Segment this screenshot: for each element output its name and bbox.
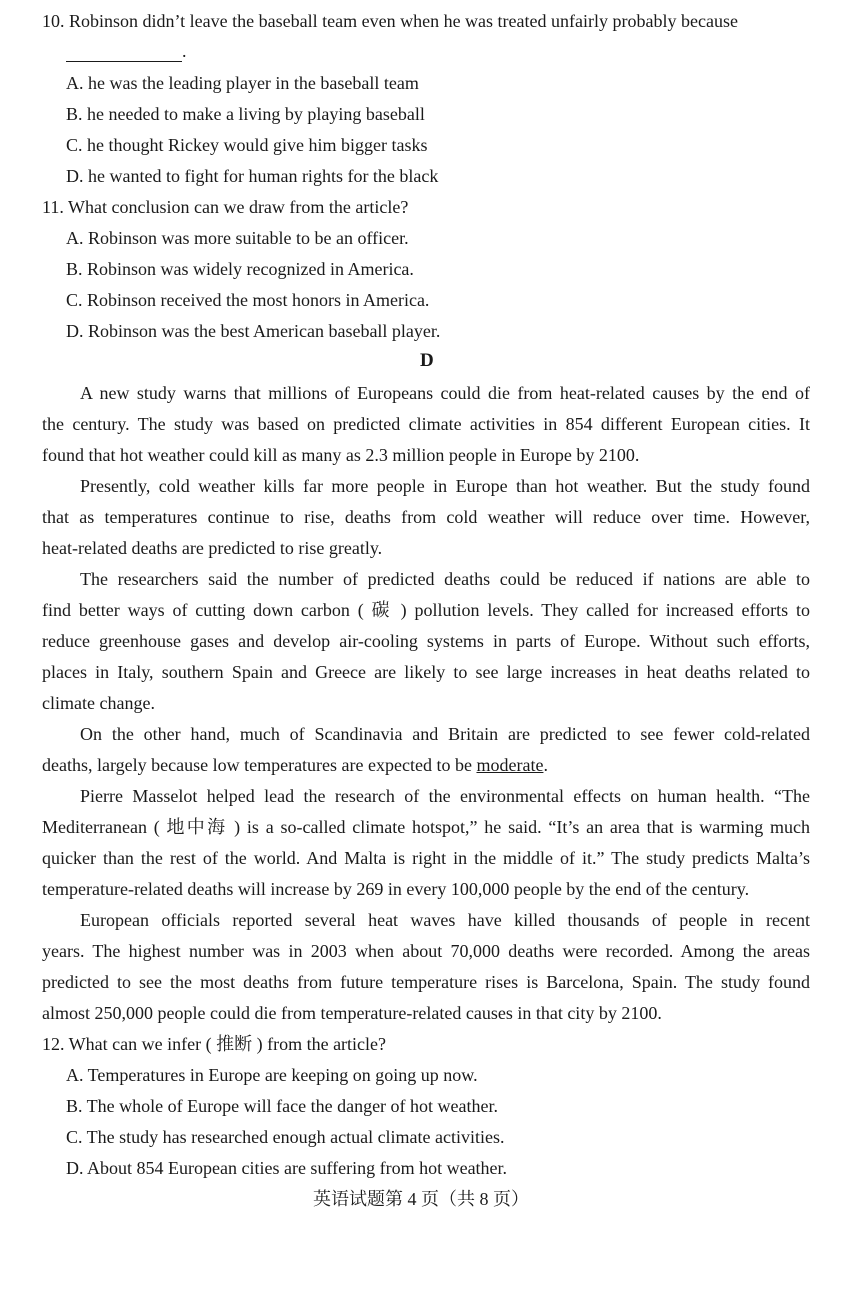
q12-option-c: C. The study has researched enough actual climate activities. <box>66 1127 505 1147</box>
passage-p3-line5: climate change. <box>42 693 155 713</box>
passage-p1-line3: found that hot weather could kill as many as 2.3 million people in Europe by 2100. <box>42 445 640 465</box>
passage-p4-line2-text: deaths, largely because low temperatures are expected to be <box>42 755 477 775</box>
q11-option-d: D. Robinson was the best American baseball player. <box>66 321 441 341</box>
q12-stem: 12. What can we infer ( 推断 ) from the article? <box>42 1034 387 1054</box>
q11-option-c: C. Robinson received the most honors in America. <box>66 290 430 310</box>
passage-p4-line1: On the other hand, much of Scandinavia and Britain are predicted to see fewer cold-related <box>80 724 810 744</box>
passage-p2-line3: heat-related deaths are predicted to rise greatly. <box>42 538 383 558</box>
q12-option-a: A. Temperatures in Europe are keeping on going up now. <box>66 1065 478 1085</box>
passage-p5-line4: temperature-related deaths will increase by 269 in every 100,000 people by the end of the century. <box>42 879 750 899</box>
passage-p3-line3: reduce greenhouse gases and develop air-cooling systems in parts of Europe. Without such efforts, <box>42 631 810 651</box>
q11-stem: 11. What conclusion can we draw from the article? <box>42 197 409 217</box>
passage-p2-line1: Presently, cold weather kills far more people in Europe than hot weather. But the study found <box>80 476 810 496</box>
passage-p6-line2: years. The highest number was in 2003 when about 70,000 deaths were recorded. Among the areas <box>42 941 810 961</box>
q12-option-b: B. The whole of Europe will face the danger of hot weather. <box>66 1096 499 1116</box>
q10-option-a: A. he was the leading player in the baseball team <box>66 73 419 93</box>
q12-option-d: D. About 854 European cities are suffering from hot weather. <box>66 1158 508 1178</box>
passage-p3-line1: The researchers said the number of predicted deaths could be reduced if nations are able to <box>80 569 810 589</box>
q10-option-c: C. he thought Rickey would give him bigger tasks <box>66 135 428 155</box>
passage-p2-line2: that as temperatures continue to rise, deaths from cold weather will reduce over time. However, <box>42 507 810 527</box>
q11-option-a: A. Robinson was more suitable to be an officer. <box>66 228 409 248</box>
q10-answer-blank <box>66 40 187 62</box>
passage-p3-line4: places in Italy, southern Spain and Greece are likely to see large increases in heat deaths related to <box>42 662 810 682</box>
passage-p4-line2 <box>42 754 548 776</box>
answer-blank-line <box>66 60 182 62</box>
passage-p6-line4: almost 250,000 people could die from temperature-related causes in that city by 2100. <box>42 1003 662 1023</box>
q10-option-b: B. he needed to make a living by playing baseball <box>66 104 425 124</box>
passage-p5-line1: Pierre Masselot helped lead the research of the environmental effects on human health. “The <box>80 786 810 806</box>
underlined-word: moderate <box>476 755 544 775</box>
q11-option-b: B. Robinson was widely recognized in America. <box>66 259 414 279</box>
passage-p5-line3: quicker than the rest of the world. And Malta is right in the middle of it.” The study predicts Malta’s <box>42 848 810 868</box>
passage-p6-line1: European officials reported several heat waves have killed thousands of people in recent <box>80 910 810 930</box>
passage-p1-line1: A new study warns that millions of Europeans could die from heat-related causes by the end of <box>80 383 810 403</box>
q10-stem: 10. Robinson didn’t leave the baseball team even when he was treated unfairly probably because <box>42 11 738 31</box>
passage-p1-line2: the century. The study was based on predicted climate activities in 854 different European cities. It <box>42 414 810 434</box>
passage-p4-line2-end: . <box>543 755 548 775</box>
passage-p5-line2: Mediterranean ( 地中海 ) is a so-called climate hotspot,” he said. “It’s an area that is warming much <box>42 817 810 837</box>
section-heading: D <box>420 350 434 371</box>
page-footer: 英语试题第 4 页（共 8 页） <box>313 1189 529 1209</box>
passage-p3-line2: find better ways of cutting down carbon ( 碳 ) pollution levels. They called for increased efforts to <box>42 600 810 620</box>
q10-option-d: D. he wanted to fight for human rights for the black <box>66 166 439 186</box>
q10-stem-tail: . <box>182 41 187 61</box>
passage-p6-line3: predicted to see the most deaths from future temperature rises is Barcelona, Spain. The study found <box>42 972 810 992</box>
